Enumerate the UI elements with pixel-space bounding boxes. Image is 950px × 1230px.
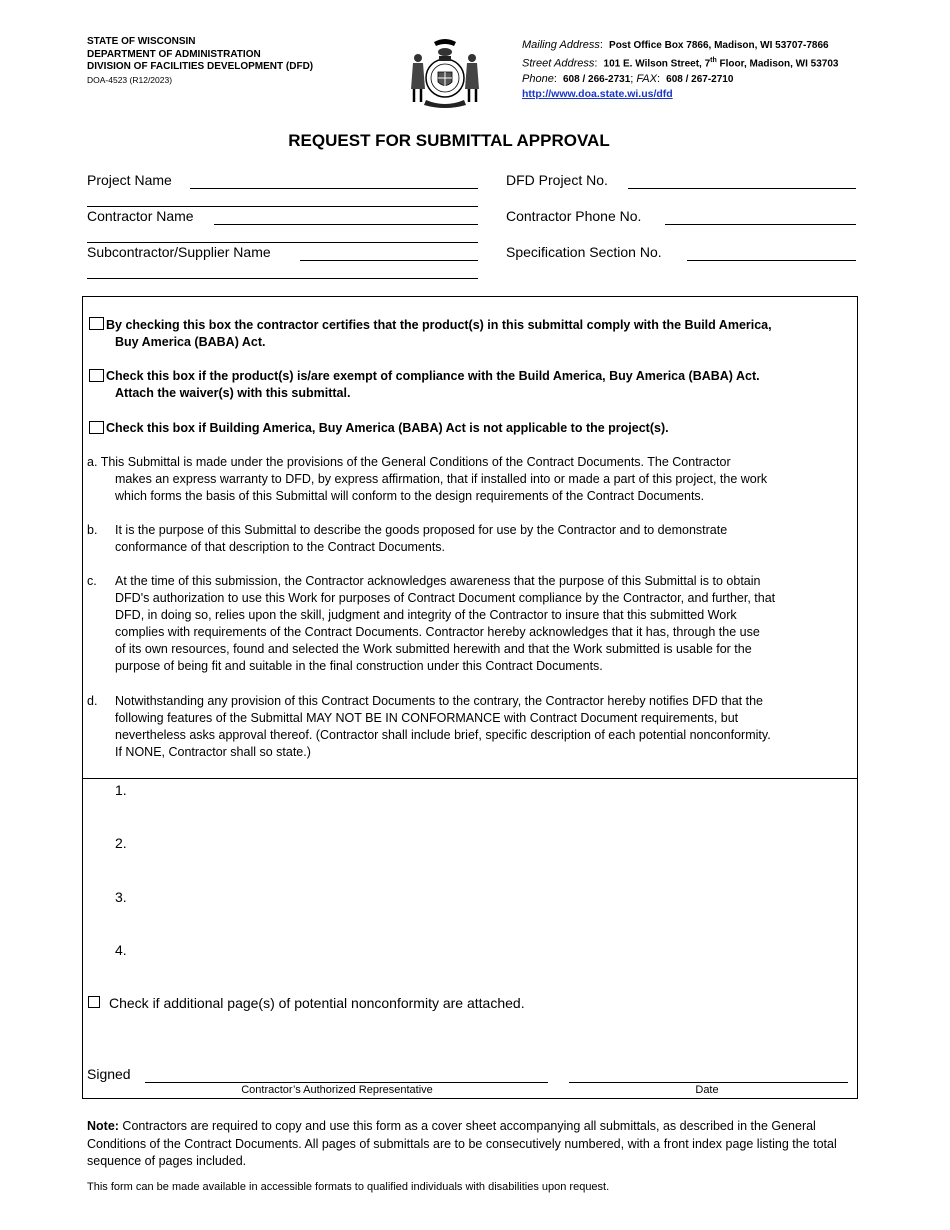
state-seal-icon [408,34,482,108]
note-paragraph [87,1118,862,1171]
spec-section-label: Specification Section No. [506,244,662,260]
project-name-field[interactable] [190,188,478,189]
form-title: REQUEST FOR SUBMITTAL APPROVAL [288,131,610,150]
nonconformity-item-4[interactable]: 4. [115,942,127,958]
baba-exempt-text: Check this box if the product(s) is/are exempt of compliance with the Build America, Buy America (BABA) Act. Attach the waiver(s) with this submittal. [106,369,760,400]
subcontractor-name-field[interactable] [300,260,478,261]
nonconformity-item-2[interactable]: 2. [115,835,127,851]
form-code: DOA-4523 (R12/2023) [87,74,173,85]
paragraph-a: a. This Submittal is made under the provisions of the General Conditions of the Contract Documents. The Contractor makes an express warranty to DFD, by express affirmation, that if installed into or made a part of this project, the work which forms the basis of this Submittal will conform to the design requirements of the Contract Documents. [87,455,768,503]
paragraph-c: c. At the time of this submission, the Contractor acknowledges awareness that the purpose of this Submittal is to obtain DFD's authorization to use this Work for purposes of Contract Document compliance by the Contractor, and further, that DFD, in doing so, relies upon the skill, judgment and integrity of the Contractor to insure that this submitted Work complies with requirements of the Contract Documents. Contractor hereby acknowledges that it has, through the use of its own resources, found and selected the Work submitted herewith and that the Work submitted is usable for the purpose of being fit and suitable in the final construction under this Contract Documents. [87,574,776,673]
baba-certify-checkbox[interactable] [89,317,104,330]
project-name-label: Project Name [87,172,172,188]
nonconformity-item-1[interactable]: 1. [115,782,127,798]
note-text: Contractors are required to copy and use this form as a cover sheet accompanying all submittals, as described in the General Conditions of the Contract Documents. All pages of submittals are to be consecutively numbered, with a front index page listing the total sequence of pages included. [87,1119,837,1168]
date-field[interactable] [569,1082,848,1083]
subcontractor-name-label: Subcontractor/Supplier Name [87,244,271,260]
contractor-name-field[interactable] [214,224,478,225]
note-label: Note: [87,1119,119,1133]
subcontractor-name-field-line2[interactable] [87,278,478,279]
date-caption: Date [695,1084,719,1096]
additional-pages-row [88,995,525,1011]
signed-label: Signed [87,1066,131,1082]
contractor-phone-field[interactable] [665,224,856,225]
accessibility-statement: This form can be made available in accessible formats to qualified individuals with disabilities upon request. [87,1181,610,1193]
baba-na-text: Check this box if Building America, Buy America (BABA) Act is not applicable to the project(s). [106,421,669,435]
spec-section-field[interactable] [687,260,856,261]
box-divider [82,778,858,779]
additional-pages-label: Check if additional page(s) of potential nonconformity are attached. [109,995,525,1011]
baba-na-checkbox[interactable] [89,421,104,434]
rep-caption: Contractor’s Authorized Representative [241,1084,433,1096]
contractor-name-label: Contractor Name [87,208,194,224]
phone-fax: Phone: 608 / 266-2731; FAX: 608 / 267-2710 [522,72,734,85]
paragraph-d: d. Notwithstanding any provision of this Contract Documents to the contrary, the Contractor hereby notifies DFD that the following features of the Submittal MAY NOT BE IN CONFORMANCE with Contract Document requirements, but nevertheless asks approval thereof. (Contractor shall include brief, specific description of each potential nonconformity. If NONE, Contractor shall so state.) [87,694,771,759]
agency-block [87,36,313,86]
nonconformity-item-3[interactable]: 3. [115,889,127,905]
project-name-field-line2[interactable] [87,206,478,207]
signature-field[interactable] [145,1082,548,1083]
street-address: Street Address: 101 E. Wilson Street, 7th Floor, Madison, WI 53703 [522,56,839,70]
contractor-name-field-line2[interactable] [87,242,478,243]
additional-pages-checkbox[interactable] [88,996,100,1008]
mailing-address: Mailing Address: Post Office Box 7866, Madison, WI 53707-7866 [522,39,829,51]
division-name: DIVISION OF FACILITIES DEVELOPMENT (DFD) [87,61,314,72]
department-name: DEPARTMENT OF ADMINISTRATION [87,48,261,60]
dfd-project-no-label: DFD Project No. [506,172,608,188]
state-name: STATE OF WISCONSIN [87,36,196,47]
baba-certify-text: By checking this box the contractor certifies that the product(s) in this submittal comply with the Build America, Buy America (BABA) Act. [106,318,772,349]
baba-exempt-checkbox[interactable] [89,369,104,382]
contractor-phone-label: Contractor Phone No. [506,208,642,224]
paragraph-b: b. It is the purpose of this Submittal to describe the goods proposed for use by the Contractor and to demonstrate conformance of that description to the Contract Documents. [87,523,728,554]
website-link[interactable]: http://www.doa.state.wi.us/dfd [522,88,673,101]
dfd-project-no-field[interactable] [628,188,856,189]
contact-block [522,38,838,102]
